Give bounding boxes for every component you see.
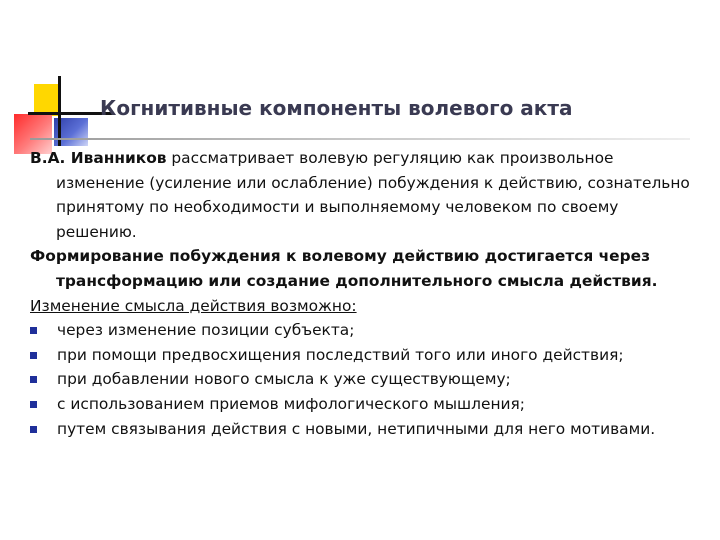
author-name: В.А. Иванников bbox=[30, 149, 167, 167]
slide-body bbox=[30, 146, 698, 441]
logo-vertical-line bbox=[58, 76, 61, 146]
square-bullet-icon bbox=[30, 352, 37, 359]
title-divider bbox=[30, 138, 690, 140]
paragraph-ivannikov-text: рассматривает волевую регуляцию как произвольное изменение (усиление или ослабление) побуждения к действию, сознательно принятому по необходимости и выполняемому человеком по своему решению. bbox=[56, 149, 690, 241]
list-item bbox=[30, 392, 698, 417]
square-bullet-icon bbox=[30, 401, 37, 408]
square-bullet-icon bbox=[30, 426, 37, 433]
list-item bbox=[30, 343, 698, 368]
paragraph-motive-formation: Формирование побуждения к волевому действию достигается через трансформацию или создание дополнительного смысла действия. bbox=[30, 247, 658, 290]
list-item bbox=[30, 367, 698, 392]
bullet-list bbox=[30, 318, 698, 441]
paragraph-list-intro: Изменение смысла действия возможно: bbox=[30, 296, 357, 315]
list-item-text: при добавлении нового смысла к уже существующему; bbox=[57, 370, 511, 389]
slide-title: Когнитивные компоненты волевого акта bbox=[100, 96, 573, 120]
paragraph-ivannikov bbox=[30, 146, 698, 244]
list-item-text: путем связывания действия с новыми, нетипичными для него мотивами. bbox=[57, 419, 656, 438]
square-bullet-icon bbox=[30, 327, 37, 334]
list-item-text: через изменение позиции субъекта; bbox=[57, 321, 355, 340]
list-item bbox=[30, 318, 698, 343]
square-bullet-icon bbox=[30, 376, 37, 383]
list-item-text: при помощи предвосхищения последствий того или иного действия; bbox=[57, 345, 624, 364]
list-item-text: с использованием приемов мифологического мышления; bbox=[57, 394, 525, 413]
list-item bbox=[30, 417, 698, 442]
